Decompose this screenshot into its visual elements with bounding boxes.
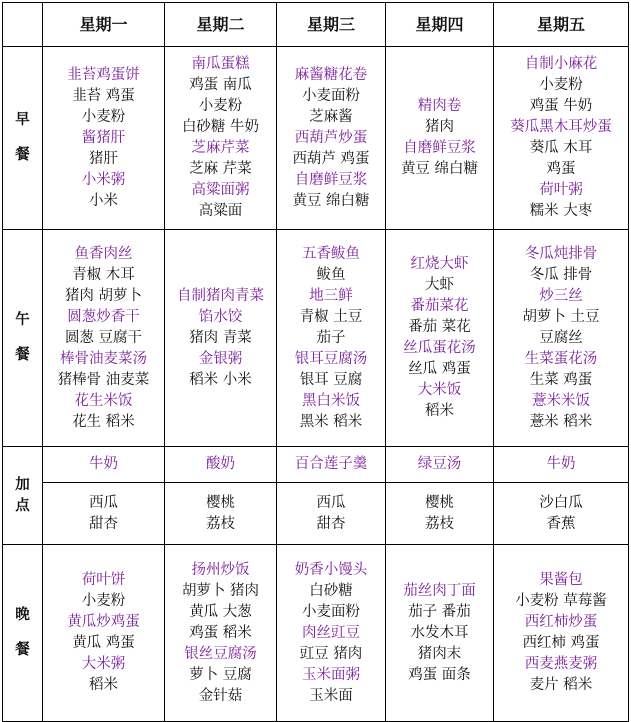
dish-ingredients: 白砂糖: [309, 582, 353, 599]
dish-ingredients: 茄子: [316, 329, 346, 346]
dish-name: 黑白米饭: [302, 392, 360, 409]
dish-ingredients: 猪肉 青菜: [189, 329, 252, 346]
dish-name: 馅水饺: [198, 308, 243, 325]
menu-cell-thu: [386, 230, 494, 447]
dish-ingredients: 玉米面: [309, 687, 353, 704]
dish-name: 鱼香肉丝: [74, 245, 133, 262]
dish-name: 麻酱糖花卷: [294, 66, 368, 83]
dish-name: 炒三丝: [539, 287, 583, 304]
dish-name: 薏米米饭: [532, 392, 590, 409]
dish-name: 银耳豆腐汤: [294, 350, 368, 367]
meal-label-char: 餐: [15, 147, 30, 163]
dish-ingredients: 鸡蛋: [546, 161, 576, 177]
fruit-item: 香蕉: [546, 515, 576, 532]
day-header-fri: 星期五: [494, 3, 629, 47]
dish-name: 自制小麻花: [524, 56, 598, 72]
menu-cell-mon: [43, 230, 165, 447]
dish-ingredients: 青椒 木耳: [72, 266, 135, 283]
dish-ingredients: 麦片 稻米: [529, 677, 593, 693]
fruit-item: 樱桃: [425, 494, 454, 511]
dish-name: 荷叶粥: [539, 182, 583, 198]
dish-name: 果酱包: [539, 572, 583, 588]
dish-name: 五香鲅鱼: [302, 245, 360, 262]
dish-name: 番茄菜花: [410, 298, 469, 314]
dish-ingredients: 葵瓜 木耳: [529, 140, 593, 156]
dish-name: 银丝豆腐汤: [184, 645, 257, 662]
meal-label-char: 点: [15, 497, 30, 514]
dish-name: 冬瓜炖排骨: [524, 245, 598, 262]
day-header-tue: 星期二: [165, 3, 277, 47]
meal-label-char: 晚: [15, 607, 30, 623]
dish-ingredients: 番茄 菜花: [408, 319, 471, 335]
fruit-item: 甜杏: [89, 515, 118, 532]
dish-ingredients: 水发木耳: [410, 624, 469, 641]
header-row: [3, 3, 629, 47]
dish-ingredients: 黄豆 绵白糖: [400, 161, 479, 177]
snack-drink-wed: 百合莲子羹: [277, 447, 386, 483]
meal-label: [3, 47, 43, 230]
menu-cell-tue: [165, 230, 277, 447]
menu-cell-thu: [386, 47, 494, 230]
meal-label-char: 餐: [15, 642, 30, 658]
dish-ingredients: 黄豆 绵白糖: [292, 192, 370, 209]
dish-name: 西葫芦炒蛋: [294, 129, 368, 146]
dish-ingredients: 猪棒骨 油麦菜: [57, 371, 150, 388]
dish-ingredients: 稻米: [89, 677, 118, 693]
menu-cell-fri: [494, 47, 629, 230]
dish-name: 自磨鲜豆浆: [403, 140, 476, 156]
snack-fruit-fri: [494, 483, 629, 545]
menu-cell-mon: [43, 47, 165, 230]
dish-ingredients: 鸡蛋 面条: [408, 666, 471, 683]
dish-name: 茄丝肉丁面: [403, 582, 476, 599]
dish-name: 韭苔鸡蛋饼: [67, 66, 140, 83]
dish-name: 大米饭: [417, 382, 462, 398]
dish-ingredients: 鸡蛋 南瓜: [189, 77, 252, 93]
dish-ingredients: 小麦粉 草莓酱: [515, 593, 607, 609]
dish-ingredients: 猪肉: [425, 119, 454, 135]
fruit-item: 樱桃: [206, 494, 235, 511]
snack-drink-fri: 牛奶: [494, 447, 629, 483]
dish-name: 精肉卷: [417, 98, 462, 114]
dish-ingredients: 猪肉 胡萝卜: [64, 287, 143, 304]
fruit-item: 西瓜: [316, 494, 346, 511]
meal-label-char: 午: [15, 312, 30, 328]
meal-label-char: 早: [15, 112, 30, 128]
snack-drink-tue: 酸奶: [165, 447, 277, 483]
dish-ingredients: 金针菇: [198, 687, 243, 704]
dish-ingredients: 小麦面粉: [302, 87, 360, 104]
dish-name: 生菜蛋花汤: [524, 350, 598, 367]
dish-name: 扬州炒饭: [191, 561, 250, 578]
dish-name: 南瓜蛋糕: [191, 56, 250, 72]
dish-ingredients: 小麦粉: [81, 108, 126, 125]
weekly-menu-table: [2, 2, 629, 722]
dish-ingredients: 小麦面粉: [302, 603, 360, 620]
dish-ingredients: 青椒 土豆: [299, 308, 363, 325]
dish-ingredients: 生菜 鸡蛋: [529, 371, 593, 388]
dish-name: 芝麻芹菜: [191, 140, 250, 156]
dish-name: 金银粥: [198, 350, 243, 367]
snack-fruit-row: [3, 483, 629, 545]
dish-ingredients: 白砂糖 牛奶: [181, 119, 260, 135]
dish-name: 奶香小馒头: [294, 561, 368, 578]
menu-cell-tue: [165, 47, 277, 230]
menu-cell-mon: [43, 545, 165, 722]
dish-name: 黄瓜炒鸡蛋: [67, 614, 140, 630]
fruit-item: 荔枝: [206, 515, 235, 532]
dish-ingredients: 银耳 豆腐: [299, 371, 363, 388]
dish-name: 花生米饭: [74, 392, 133, 409]
dish-name: 自磨鲜豆浆: [294, 171, 368, 188]
dish-ingredients: 小麦粉: [81, 593, 126, 609]
dish-ingredients: 稻米: [425, 403, 454, 419]
dish-ingredients: 花生 稻米: [72, 413, 135, 430]
dish-ingredients: 鸡蛋 稻米: [189, 624, 252, 641]
fruit-item: 甜杏: [316, 515, 346, 532]
meal-label-snack: [3, 447, 43, 545]
dish-ingredients: 大虾: [425, 277, 454, 293]
dish-ingredients: 冬瓜 排骨: [529, 266, 593, 283]
dish-ingredients: 胡萝卜 猪肉: [181, 582, 260, 599]
dish-ingredients: 薏米 稻米: [529, 413, 593, 430]
snack-fruit-mon: [43, 483, 165, 545]
corner-cell: [3, 3, 43, 47]
dish-ingredients: 小米: [89, 192, 118, 209]
dish-ingredients: 西葫芦 鸡蛋: [292, 150, 370, 167]
dish-name: 丝瓜蛋花汤: [403, 340, 476, 356]
dish-ingredients: 猪肝: [89, 150, 118, 167]
dish-ingredients: 小麦粉: [539, 77, 583, 93]
dish-ingredients: 糯米 大枣: [529, 203, 593, 219]
dish-ingredients: 西红柿 鸡蛋: [522, 635, 600, 651]
dish-ingredients: 茄子 番茄: [408, 603, 471, 620]
dish-name: 棒骨油麦菜汤: [60, 350, 147, 367]
dish-name: 地三鲜: [309, 287, 353, 304]
snack-drink-thu: 绿豆汤: [386, 447, 494, 483]
dish-name: 高粱面粥: [191, 182, 250, 198]
snack-drink-mon: 牛奶: [43, 447, 165, 483]
dish-ingredients: 豆腐丝: [539, 329, 583, 346]
dish-ingredients: 黑米 稻米: [299, 413, 363, 430]
day-header-wed: 星期三: [277, 3, 386, 47]
day-header-mon: 星期一: [43, 3, 165, 47]
menu-cell-wed: [277, 230, 386, 447]
dish-ingredients: 芝麻酱: [309, 108, 353, 125]
snack-fruit-wed: [277, 483, 386, 545]
dish-name: 荷叶饼: [81, 572, 126, 588]
fruit-item: 沙白瓜: [539, 494, 583, 511]
dish-name: 红烧大虾: [410, 256, 469, 272]
dish-ingredients: 高粱面: [198, 203, 243, 219]
dish-name: 西红柿炒蛋: [524, 614, 598, 630]
dish-ingredients: 鲅鱼: [316, 266, 346, 283]
menu-cell-thu: [386, 545, 494, 722]
dish-name: 葵瓜黑木耳炒蛋: [510, 119, 612, 135]
meal-row: [3, 230, 629, 447]
dish-name: 玉米面粥: [302, 666, 360, 683]
dish-ingredients: 黄瓜 大葱: [189, 603, 252, 620]
snack-fruit-thu: [386, 483, 494, 545]
menu-cell-tue: [165, 545, 277, 722]
menu-cell-wed: [277, 545, 386, 722]
dish-name: 肉丝豇豆: [302, 624, 360, 641]
meal-label-char: 加: [15, 476, 30, 493]
dish-ingredients: 豇豆 猪肉: [299, 645, 363, 662]
dish-name: 小米粥: [81, 171, 126, 188]
fruit-item: 荔枝: [425, 515, 454, 532]
dish-ingredients: 萝卜 豆腐: [189, 666, 252, 683]
dish-ingredients: 黄瓜 鸡蛋: [72, 635, 135, 651]
dish-ingredients: 圆葱 豆腐干: [64, 329, 143, 346]
meal-row: [3, 545, 629, 722]
dish-ingredients: 芝麻 芹菜: [189, 161, 252, 177]
dish-name: 大米粥: [81, 656, 126, 672]
dish-ingredients: 胡萝卜 土豆: [522, 308, 600, 325]
dish-name: 西麦燕麦粥: [524, 656, 598, 672]
dish-ingredients: 韭苔 鸡蛋: [72, 87, 135, 104]
dish-name: 自制猪肉青菜: [177, 287, 264, 304]
dish-ingredients: 鸡蛋 牛奶: [529, 98, 593, 114]
meal-label-char: 餐: [15, 347, 30, 363]
day-header-thu: 星期四: [386, 3, 494, 47]
menu-cell-fri: [494, 545, 629, 722]
meal-label: [3, 545, 43, 722]
dish-ingredients: 小麦粉: [198, 98, 243, 114]
menu-cell-fri: [494, 230, 629, 447]
meal-label: [3, 230, 43, 447]
snack-drink-row: [3, 447, 629, 483]
dish-ingredients: 丝瓜 鸡蛋: [408, 361, 471, 377]
dish-name: 圆葱炒香干: [67, 308, 140, 325]
fruit-item: 西瓜: [89, 494, 118, 511]
snack-fruit-tue: [165, 483, 277, 545]
dish-ingredients: 猪肉末: [417, 645, 462, 662]
dish-name: 酱猪肝: [81, 129, 126, 146]
menu-cell-wed: [277, 47, 386, 230]
dish-ingredients: 稻米 小米: [189, 371, 252, 388]
meal-row: [3, 47, 629, 230]
